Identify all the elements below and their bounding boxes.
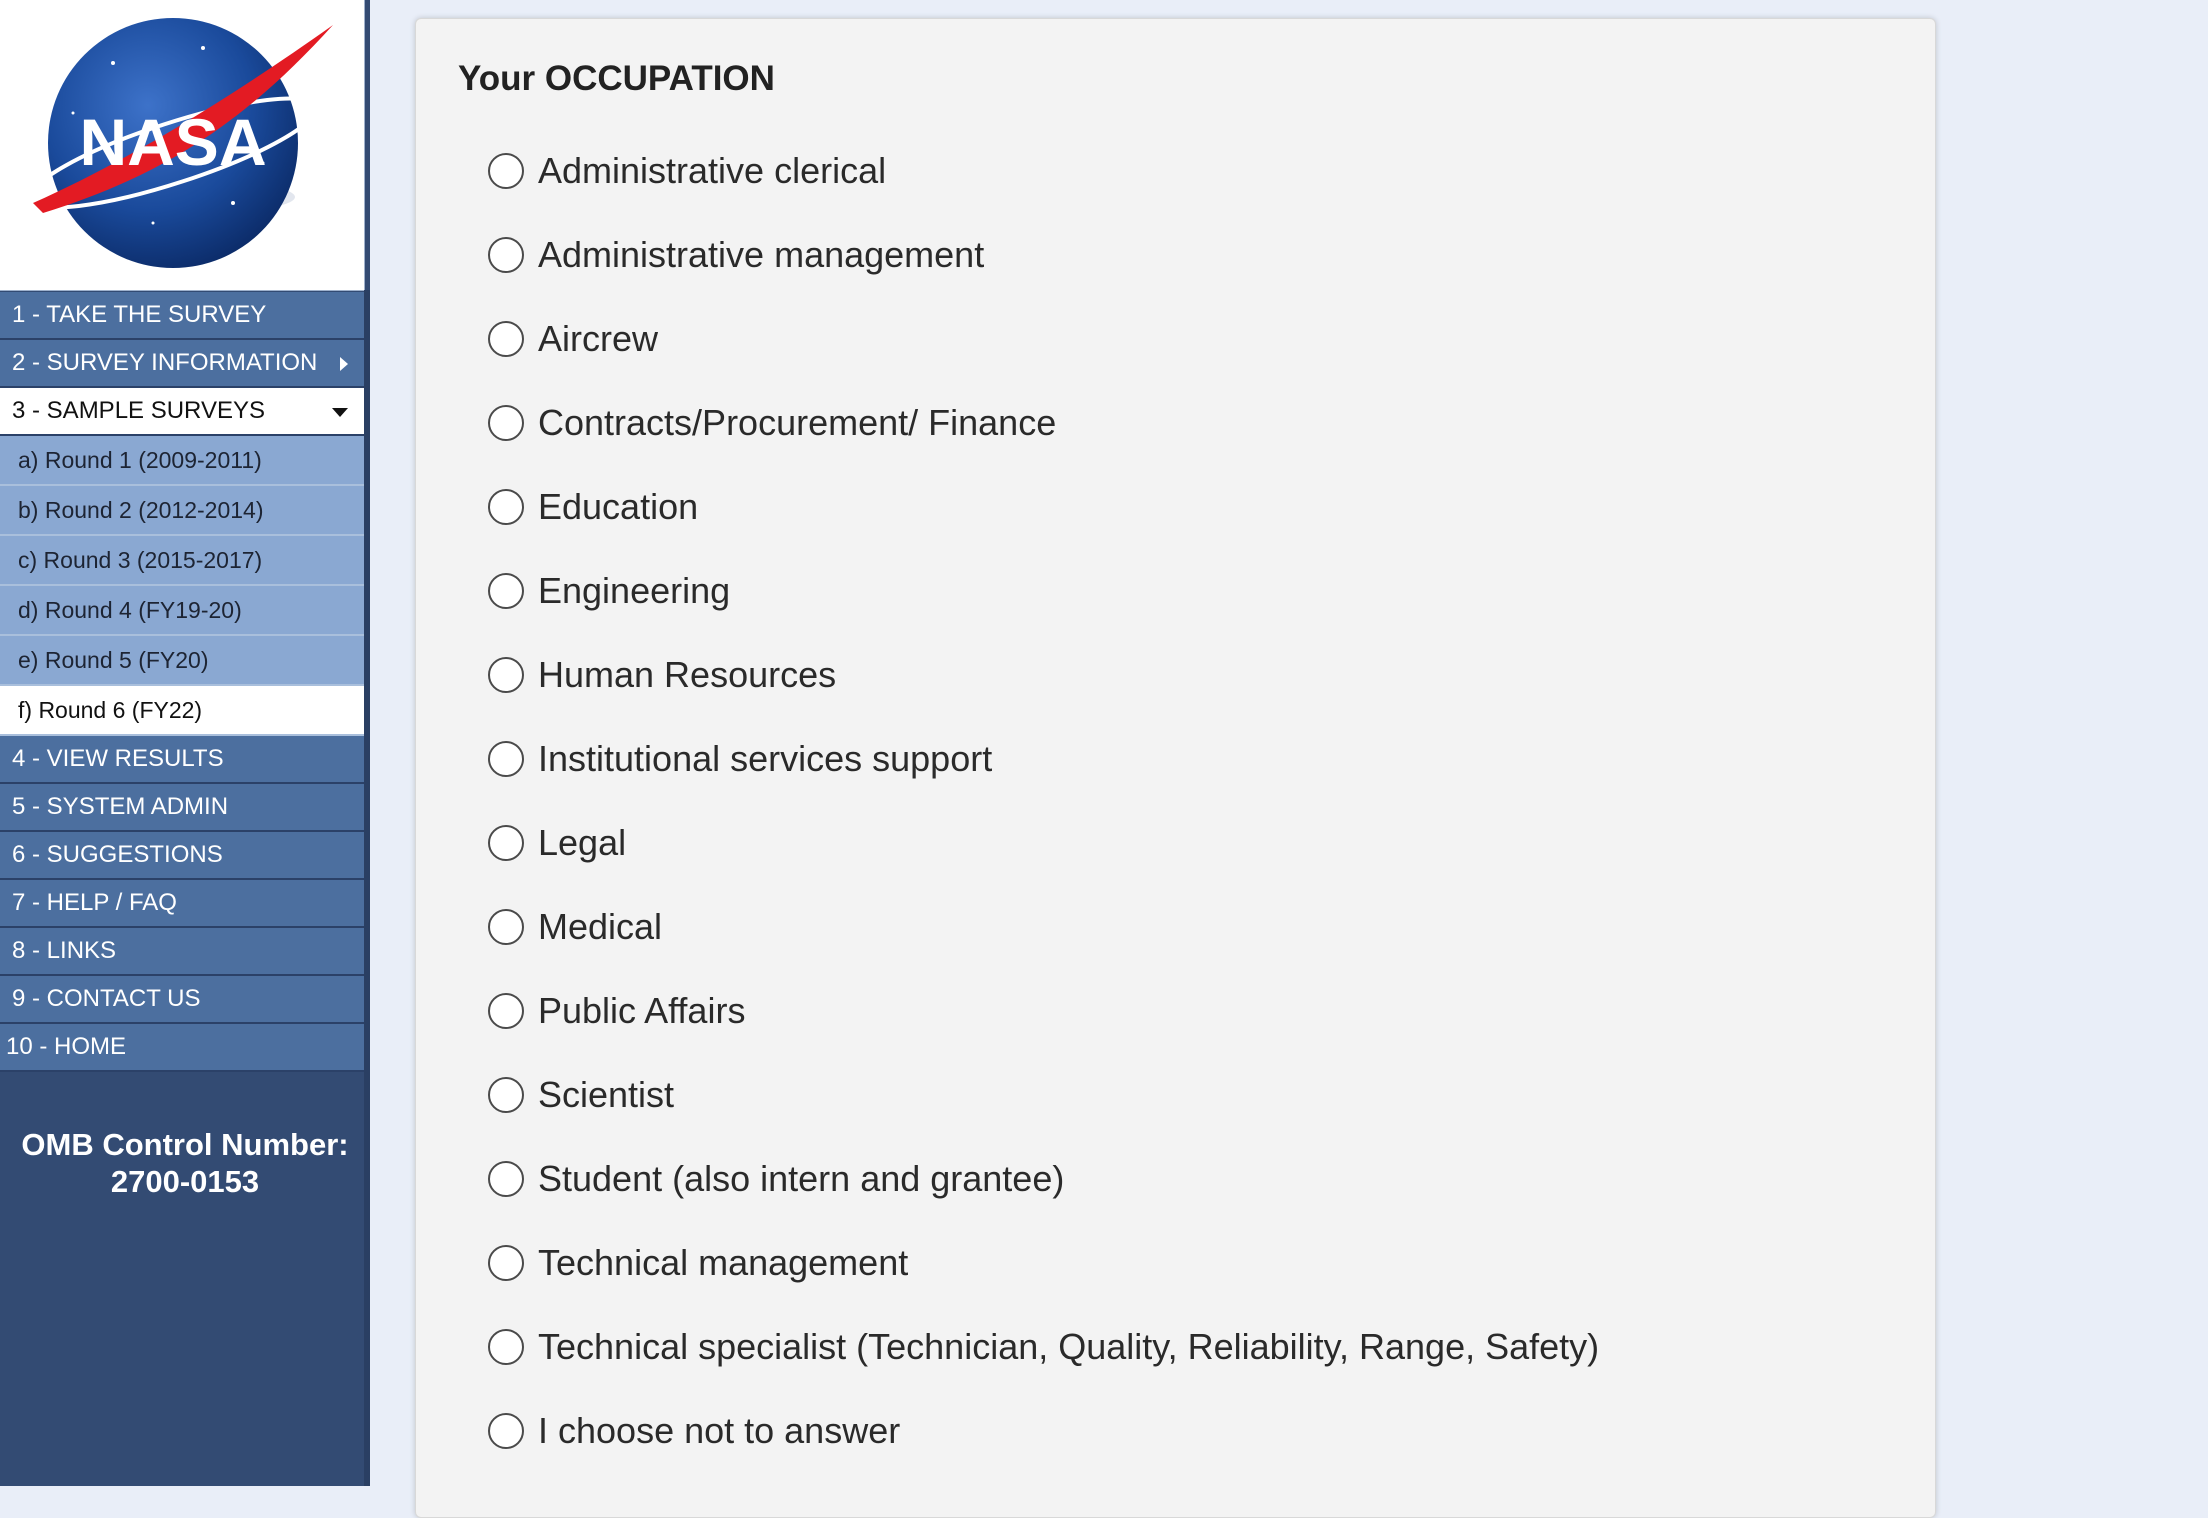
radio-button[interactable] [488,1329,524,1365]
option-institutional-services-support[interactable] [488,717,1599,801]
nav-label: 10 - HOME [6,1033,127,1060]
subnav-label: b) Round 2 (2012-2014) [18,497,264,523]
radio-button[interactable] [488,405,524,441]
radio-button[interactable] [488,657,524,693]
subnav-label: d) Round 4 (FY19-20) [18,597,242,623]
subnav-round-4[interactable] [0,586,364,636]
nav-home[interactable] [0,1024,364,1072]
option-technical-specialist[interactable] [488,1305,1599,1389]
option-label[interactable]: Public Affairs [538,990,746,1031]
option-label[interactable]: Education [538,486,699,527]
option-public-affairs[interactable] [488,969,1599,1053]
omb-number: 2700-0153 [110,1164,260,1199]
svg-text:NASA: NASA [79,105,267,179]
option-label[interactable]: Administrative management [538,234,985,275]
option-label[interactable]: Contracts/Procurement/ Finance [538,402,1057,443]
subnav-label: a) Round 1 (2009-2011) [18,447,262,473]
option-education[interactable] [488,465,1599,549]
sidebar-nav [0,292,364,1072]
nav-label: 9 - CONTACT US [12,985,201,1012]
omb-control-number [0,1126,370,1200]
option-label[interactable]: Technical management [538,1242,909,1283]
option-label[interactable]: Aircrew [538,318,659,359]
question-panel [415,18,1936,1518]
option-medical[interactable] [488,885,1599,969]
question-title: Your OCCUPATION [458,59,775,98]
nav-sample-surveys[interactable] [0,388,364,436]
option-engineering[interactable] [488,549,1599,633]
option-label[interactable]: Legal [538,822,627,863]
option-label[interactable]: Institutional services support [538,738,993,779]
subnav-round-5[interactable] [0,636,364,686]
radio-button[interactable] [488,1413,524,1449]
radio-button[interactable] [488,237,524,273]
nav-label: 1 - TAKE THE SURVEY [12,301,267,328]
nav-suggestions[interactable] [0,832,364,880]
nav-system-admin[interactable] [0,784,364,832]
nav-label: 6 - SUGGESTIONS [12,841,223,868]
radio-button[interactable] [488,489,524,525]
radio-button[interactable] [488,1161,524,1197]
nav-label: 5 - SYSTEM ADMIN [12,793,229,820]
radio-button[interactable] [488,573,524,609]
option-aircrew[interactable] [488,297,1599,381]
option-scientist[interactable] [488,1053,1599,1137]
option-administrative-management[interactable] [488,213,1599,297]
radio-button[interactable] [488,741,524,777]
radio-button[interactable] [488,1245,524,1281]
nav-contact-us[interactable] [0,976,364,1024]
option-technical-management[interactable] [488,1221,1599,1305]
occupation-options [488,129,1599,1473]
chevron-down-icon [332,408,348,417]
radio-button[interactable] [488,321,524,357]
nasa-logo[interactable] [0,0,364,290]
radio-button[interactable] [488,909,524,945]
option-label[interactable]: Scientist [538,1074,675,1115]
subnav-label: e) Round 5 (FY20) [18,647,209,673]
nav-label: 3 - SAMPLE SURVEYS [12,397,265,424]
option-label[interactable]: Technical specialist (Technician, Quality, Reliability, Range, Safety) [538,1326,1600,1367]
sidebar-edge [364,290,370,1486]
nav-links[interactable] [0,928,364,976]
option-label[interactable]: Medical [538,906,663,947]
nav-label: 8 - LINKS [12,937,117,964]
nav-view-results[interactable] [0,736,364,784]
radio-button[interactable] [488,825,524,861]
nav-take-the-survey[interactable] [0,292,364,340]
omb-label: OMB Control Number: [21,1127,349,1162]
sidebar [0,0,370,1486]
subnav-round-3[interactable] [0,536,364,586]
option-administrative-clerical[interactable] [488,129,1599,213]
option-human-resources[interactable] [488,633,1599,717]
option-label[interactable]: I choose not to answer [538,1410,901,1451]
subnav-label: c) Round 3 (2015-2017) [18,547,263,573]
subnav-label: f) Round 6 (FY22) [18,697,203,723]
subnav-round-2[interactable] [0,486,364,536]
option-student[interactable] [488,1137,1599,1221]
option-choose-not-to-answer[interactable] [488,1389,1599,1473]
chevron-right-icon [340,357,348,371]
option-label[interactable]: Administrative clerical [538,150,887,191]
radio-button[interactable] [488,1077,524,1113]
nav-label: 4 - VIEW RESULTS [12,745,224,772]
option-legal[interactable] [488,801,1599,885]
option-contracts-procurement-finance[interactable] [488,381,1599,465]
nav-help-faq[interactable] [0,880,364,928]
nasa-meatball-icon [3,3,361,287]
radio-button[interactable] [488,993,524,1029]
nav-label: 2 - SURVEY INFORMATION [12,349,318,376]
option-label[interactable]: Student (also intern and grantee) [538,1158,1065,1199]
option-label[interactable]: Human Resources [538,654,837,695]
option-label[interactable]: Engineering [538,570,731,611]
nav-label: 7 - HELP / FAQ [12,889,177,916]
subnav-round-1[interactable] [0,436,364,486]
nav-survey-information[interactable] [0,340,364,388]
radio-button[interactable] [488,153,524,189]
subnav-round-6[interactable] [0,686,364,736]
